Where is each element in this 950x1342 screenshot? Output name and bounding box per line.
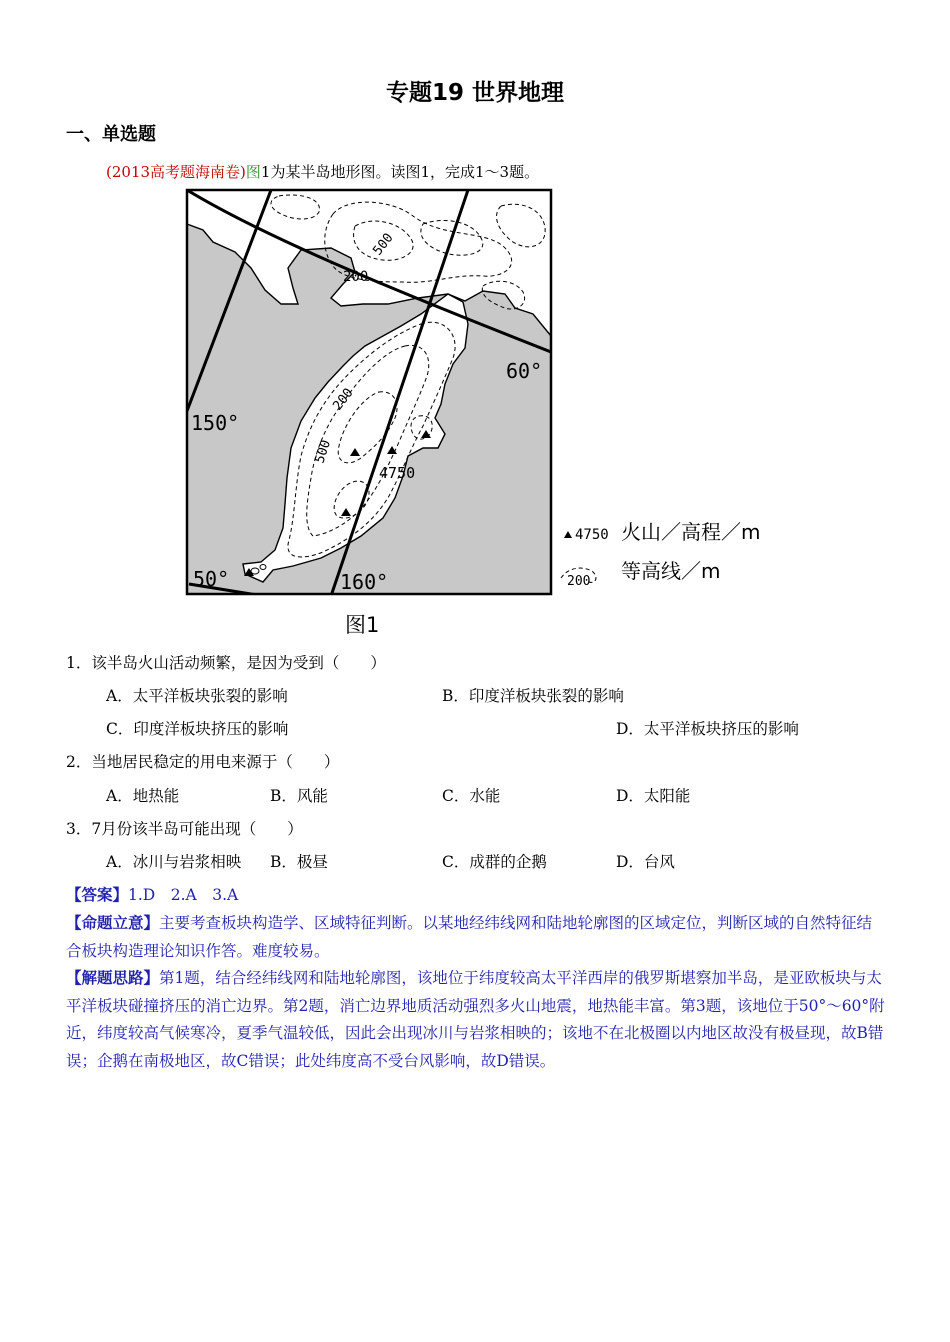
longitude-label-160: 160° [340,570,389,594]
figure-ref: 图 [245,163,261,181]
latitude-label-60: 60° [506,359,543,383]
analysis-paragraph [66,965,886,1075]
question-stem: 3．7月份该半岛可能出现（ ） [66,820,303,838]
intent-tag: 【命题立意】 [66,914,160,932]
source-label: (2013高考题海南卷) [106,163,246,181]
contour-label: 500 [370,230,397,259]
latitude-label-50: 50° [193,567,230,591]
question-option: B．极昼 [270,853,328,871]
peninsula-terrain-map [183,186,793,642]
intro-line [106,161,539,182]
question-stem: 1．该半岛火山活动频繁，是因为受到（ ） [66,654,386,672]
page-title: 专题19 世界地理 [385,80,564,106]
question-option: A．太平洋板块张裂的影响 [106,687,288,705]
question-option: D．台风 [616,853,675,871]
question-option: C．成群的企鹅 [442,853,547,871]
map-legend [561,520,760,589]
volcano-legend-icon [564,531,572,538]
intro-text: 1为某半岛地形图。读图1，完成1～3题。 [260,163,540,181]
analysis-tag: 【解题思路】 [66,969,160,987]
contour-label: 200 [330,385,357,414]
question-option: C．水能 [442,787,501,805]
longitude-label-150: 150° [191,411,240,435]
question-option: C．印度洋板块挤压的影响 [106,720,289,738]
answer-line [66,883,238,905]
intent-paragraph [66,910,886,965]
answer-tag: 【答案】 [66,886,129,904]
question-option: B．风能 [270,787,328,805]
question-option: D．太阳能 [616,787,691,805]
question-option: A．冰川与岩浆相映 [106,853,242,871]
contour-label: 500 [312,438,335,466]
legend-volcano-value: 4750 [575,527,609,543]
question-stem: 2．当地居民稳定的用电来源于（ ） [66,753,340,771]
intent-text: 主要考查板块构造学、区域特征判断。以某地经纬线网和陆地轮廓图的区域定位，判断区域的自然特征结合板块构造理论知识作答。难度较易。 [66,914,873,960]
answer-text: 1.D 2.A 3.A [128,886,239,904]
question-option: A．地热能 [106,787,180,805]
contour-label: 200 [343,269,369,285]
elevation-label: 4750 [379,464,416,482]
legend-contour-label: 等高线／m [621,559,721,583]
question-option: B．印度洋板块张裂的影响 [442,687,624,705]
legend-volcano-label: 火山／高程／m [621,520,761,544]
section-heading: 一、单选题 [66,124,156,145]
legend-contour-value: 200 [567,574,591,589]
question-option: D．太平洋板块挤压的影响 [616,720,799,738]
analysis-text: 第1题，结合经纬线网和陆地轮廓图，该地位于纬度较高太平洋西岸的俄罗斯堪察加半岛，是亚欧板块与太平洋板块碰撞挤压的消亡边界。第2题，消亡边界地质活动强烈多火山地震，地热能丰富。第3题，该地位于50°～60°附近，纬度较高气候寒冷，夏季气温较低，因此会出现冰川与岩浆相映的；该地不在北极圈以内地区故没有极昼现，故B错误；企鹅在南极地区，故C错误；此处纬度高不受台风影响，故D错误。 [66,969,885,1070]
figure-caption: 图1 [345,613,380,637]
